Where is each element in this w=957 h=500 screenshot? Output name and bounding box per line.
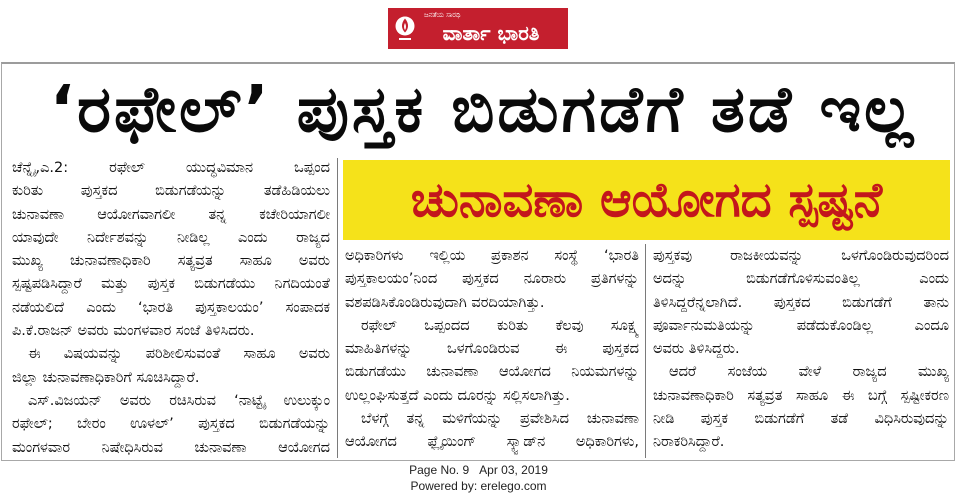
page-number: Page No. 9 xyxy=(409,463,470,477)
subheadline-box xyxy=(343,160,950,240)
text-line: ಈ ವಿಷಯವನ್ನು ಪರಿಶೀಲಿಸುವಂತೆ ಸಾಹೂ ಅವರು xyxy=(28,346,330,363)
text-line: ಎಸ್.ವಿಜಯನ್ ಅವರು ರಚಿಸಿರುವ ‘ನಾಟ್ಟೈ ಉಲುಕ್ಕುಂ xyxy=(28,392,330,409)
text-line: ಯಾವುದೇ ನಿರ್ದೇಶವನ್ನು ನೀಡಿಲ್ಲ ಎಂದು ರಾಜ್ಯದ xyxy=(12,229,330,246)
text-line: ಪುಸ್ತಕವು ರಾಜಕೀಯವನ್ನು ಒಳಗೊಂಡಿರುವುದರಿಂದ xyxy=(653,248,949,264)
text-line: ಚುನಾವಣಾ ಆಯೋಗವಾಗಲೀ ತನ್ನ ಕಚೇರಿಯಾಗಲೀ xyxy=(12,206,330,223)
text-line: ಅಧಿಕಾರಿಗಳು ಇಲ್ಲಿಯ ಪ್ರಕಾಶನ ಸಂಸ್ಥೆ ‘ಭಾರತಿ xyxy=(345,248,639,264)
text-line: ಅವರು ತಿಳಿಸಿದ್ದರು. xyxy=(653,341,740,358)
issue-date: Apr 03, 2019 xyxy=(479,463,548,477)
text-line: ಬಿಡುಗಡೆಯು ಚುನಾವಣಾ ಆಯೋಗದ ನಿಯಮಗಳನ್ನು xyxy=(345,364,639,381)
text-line: ಪಿ.ಕೆ.ರಾಜನ್ ಅವರು ಮಂಗಳವಾರ ಸಂಜೆ ತಿಳಿಸಿದರು. xyxy=(12,323,255,340)
text-line: ರಫೇಲ್ ಒಪ್ಪಂದದ ಕುರಿತು ಕೆಲವು ಸೂಕ್ಷ್ಮ xyxy=(361,317,639,334)
column-rule xyxy=(337,158,338,458)
text-line: ಮಾಹಿತಿಗಳನ್ನು ಒಳಗೊಂಡಿರುವ ಈ ಪುಸ್ತಕದ xyxy=(345,341,639,358)
text-line: ರಫೇಲ್; ಬೇರಂ ಊಳಲ್’ ಪುಸ್ತಕದ ಬಿಡುಗಡೆಯನ್ನು xyxy=(12,416,330,433)
masthead-logo xyxy=(388,8,568,49)
masthead-tagline: ಜನತೆಯ ಸಾರಥಿ xyxy=(424,11,461,19)
text-line: ಆಯೋಗದ ಫ್ಲೈಯಿಂಗ್ ಸ್ಕ್ವಾಡ್‌ನ ಅಧಿಕಾರಿಗಳು, xyxy=(345,434,639,451)
logo-emblem-icon xyxy=(393,15,417,43)
text-line: ಪೂರ್ವಾನುಮತಿಯನ್ನು ಪಡೆದುಕೊಂಡಿಲ್ಲ ಎಂದೂ xyxy=(653,317,949,334)
text-line: ಸ್ಪಷ್ಟಪಡಿಸಿದ್ದಾರೆ ಮತ್ತು ಪುಸ್ತಕ ಬಿಡುಗಡೆಯು ನಿಗದಿಯಂತೆ xyxy=(12,276,330,293)
text-line: ನಿರಾಕರಿಸಿದ್ದಾರೆ. xyxy=(653,434,725,451)
text-line: ಮುಖ್ಯ ಚುನಾವಣಾಧಿಕಾರಿ ಸತ್ಯವ್ರತ ಸಾಹೂ ಅವರು xyxy=(12,253,330,270)
text-line: ಚೆನ್ನೈ,ಎ.2: ರಫೇಲ್ ಯುದ್ಧವಿಮಾನ ಒಪ್ಪಂದ xyxy=(12,160,330,176)
article-column-2 xyxy=(345,245,639,455)
article-column-1 xyxy=(12,157,330,460)
text-line: ವಶಪಡಿಸಿಕೊಂಡಿರುವುದಾಗಿ ವರದಿಯಾಗಿತ್ತು. xyxy=(345,294,545,311)
powered-by: Powered by: erelego.com xyxy=(410,479,547,493)
article-column-3 xyxy=(653,245,949,455)
text-line: ಆದರೆ ಸಂಜೆಯ ವೇಳೆ ರಾಜ್ಯದ ಮುಖ್ಯ xyxy=(669,364,949,381)
text-line: ಅದನ್ನು ಬಿಡುಗಡೆಗೊಳಿಸುವಂತಿಲ್ಲ ಎಂದು xyxy=(653,271,949,288)
column-rule xyxy=(645,244,646,458)
text-line: ಬೆಳಗ್ಗೆ ತನ್ನ ಮಳಿಗೆಯನ್ನು ಪ್ರವೇಶಿಸಿದ ಚುನಾವಣಾ xyxy=(361,411,639,428)
subheadline: ಚುನಾವಣಾ ಆಯೋಗದ ಸ್ಪಷ್ಟನೆ xyxy=(410,172,883,228)
page-info xyxy=(0,463,957,478)
text-line: ಪುಸ್ತಕಾಲಯಂ’ನಿಂದ ಪುಸ್ತಕದ ನೂರಾರು ಪ್ರತಿಗಳನ್ನು xyxy=(345,271,639,288)
text-line: ಮಂಗಳವಾರ ನಿಷೇಧಿಸಿರುವ ಚುನಾವಣಾ ಆಯೋಗದ xyxy=(12,439,330,456)
text-line: ನೀಡಿ ಪುಸ್ತಕ ಬಿಡುಗಡೆಗೆ ತಡೆ ವಿಧಿಸಿರುವುದನ್ನು xyxy=(653,411,949,428)
text-line: ನಡೆಯಲಿದೆ ಎಂದು ‘ಭಾರತಿ ಪುಸ್ತಕಾಲಯಂ’ ಸಂಪಾದಕ xyxy=(12,299,330,316)
text-line: ಚುನಾವಣಾಧಿಕಾರಿ ಸತ್ಯವ್ರತ ಸಾಹೂ ಈ ಬಗ್ಗೆ ಸ್ಪಷ್ಟೀಕರಣ xyxy=(653,387,949,404)
text-line: ತಿಳಿಸಿದ್ದರೆನ್ನಲಾಗಿದೆ. ಪುಸ್ತಕದ ಬಿಡುಗಡೆಗೆ ತಾನು xyxy=(653,294,949,311)
text-line: ಉಲ್ಲಂಘಿಸುತ್ತದೆ ಎಂದು ದೂರನ್ನು ಸಲ್ಲಿಸಲಾಗಿತ್ತು. xyxy=(345,387,570,404)
headline: ‘ರಫೇಲ್’ ಪುಸ್ತಕ ಬಿಡುಗಡೆಗೆ ತಡೆ ಇಲ್ಲ xyxy=(49,73,917,147)
masthead-title: ವಾರ್ತಾ ಭಾರತಿ xyxy=(442,21,540,45)
text-line: ಕುರಿತು ಪುಸ್ತಕದ ಬಿಡುಗಡೆಯನ್ನು ತಡೆಹಿಡಿಯಲು xyxy=(12,183,330,200)
text-line: ಜಿಲ್ಲಾ ಚುನಾವಣಾಧಿಕಾರಿಗೆ ಸೂಚಿಸಿದ್ದಾರೆ. xyxy=(12,369,200,386)
